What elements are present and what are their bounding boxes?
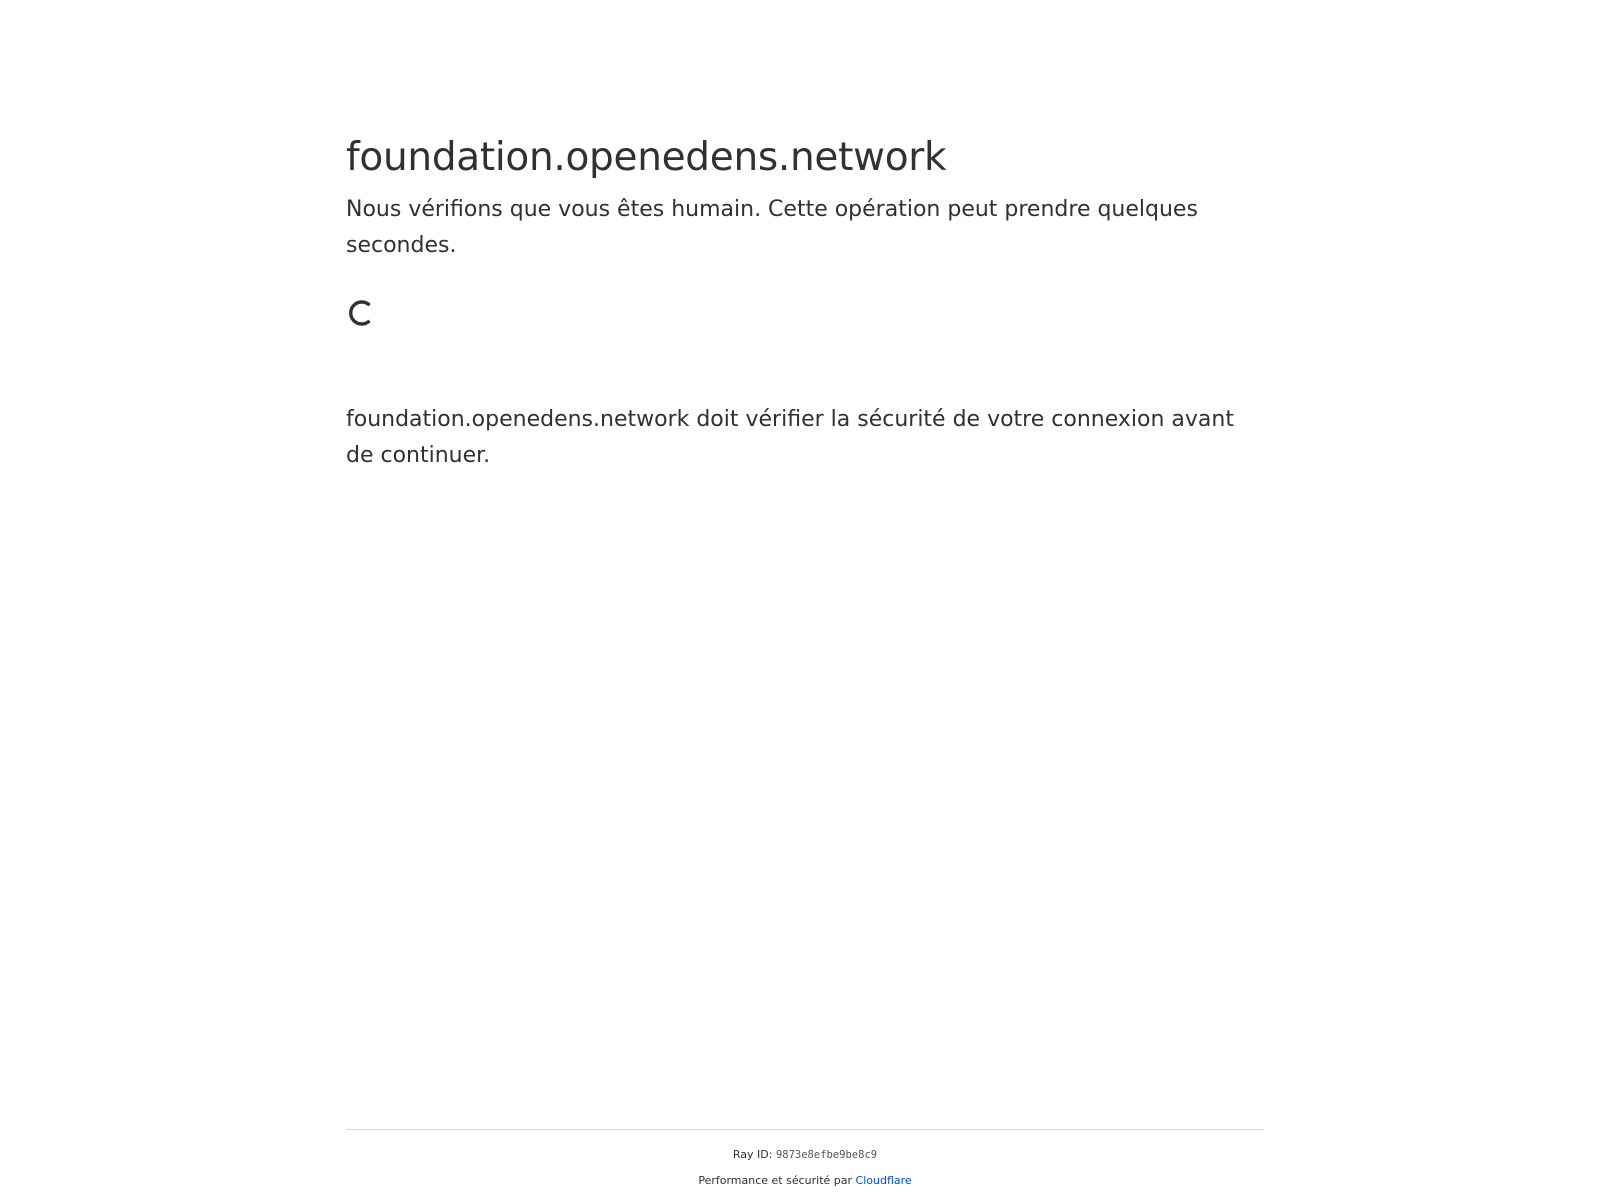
- ray-id-label: Ray ID:: [732, 1148, 773, 1161]
- performance-text: Performance et sécurité par: [698, 1174, 853, 1187]
- security-check-message: foundation.openedens.network doit vérifier la sécurité de votre connexion avant de continuer.: [346, 407, 1234, 468]
- performance-line: [346, 1170, 1264, 1192]
- footer-divider: [346, 1129, 1264, 1130]
- ray-id-line: [346, 1140, 1264, 1170]
- cloudflare-link[interactable]: Cloudflare: [855, 1174, 912, 1187]
- site-name-heading: foundation.openedens.network: [346, 135, 947, 180]
- footer: [346, 1140, 1264, 1192]
- spinner-svg: [346, 298, 376, 328]
- verification-subtitle: Nous vérifions que vous êtes humain. Cette opération peut prendre quelques secondes.: [346, 197, 1198, 258]
- main-wrapper: [346, 128, 1266, 328]
- ray-id-value: 9873e8efbe9be8c9: [775, 1149, 878, 1161]
- loading-spinner-icon: [346, 298, 376, 328]
